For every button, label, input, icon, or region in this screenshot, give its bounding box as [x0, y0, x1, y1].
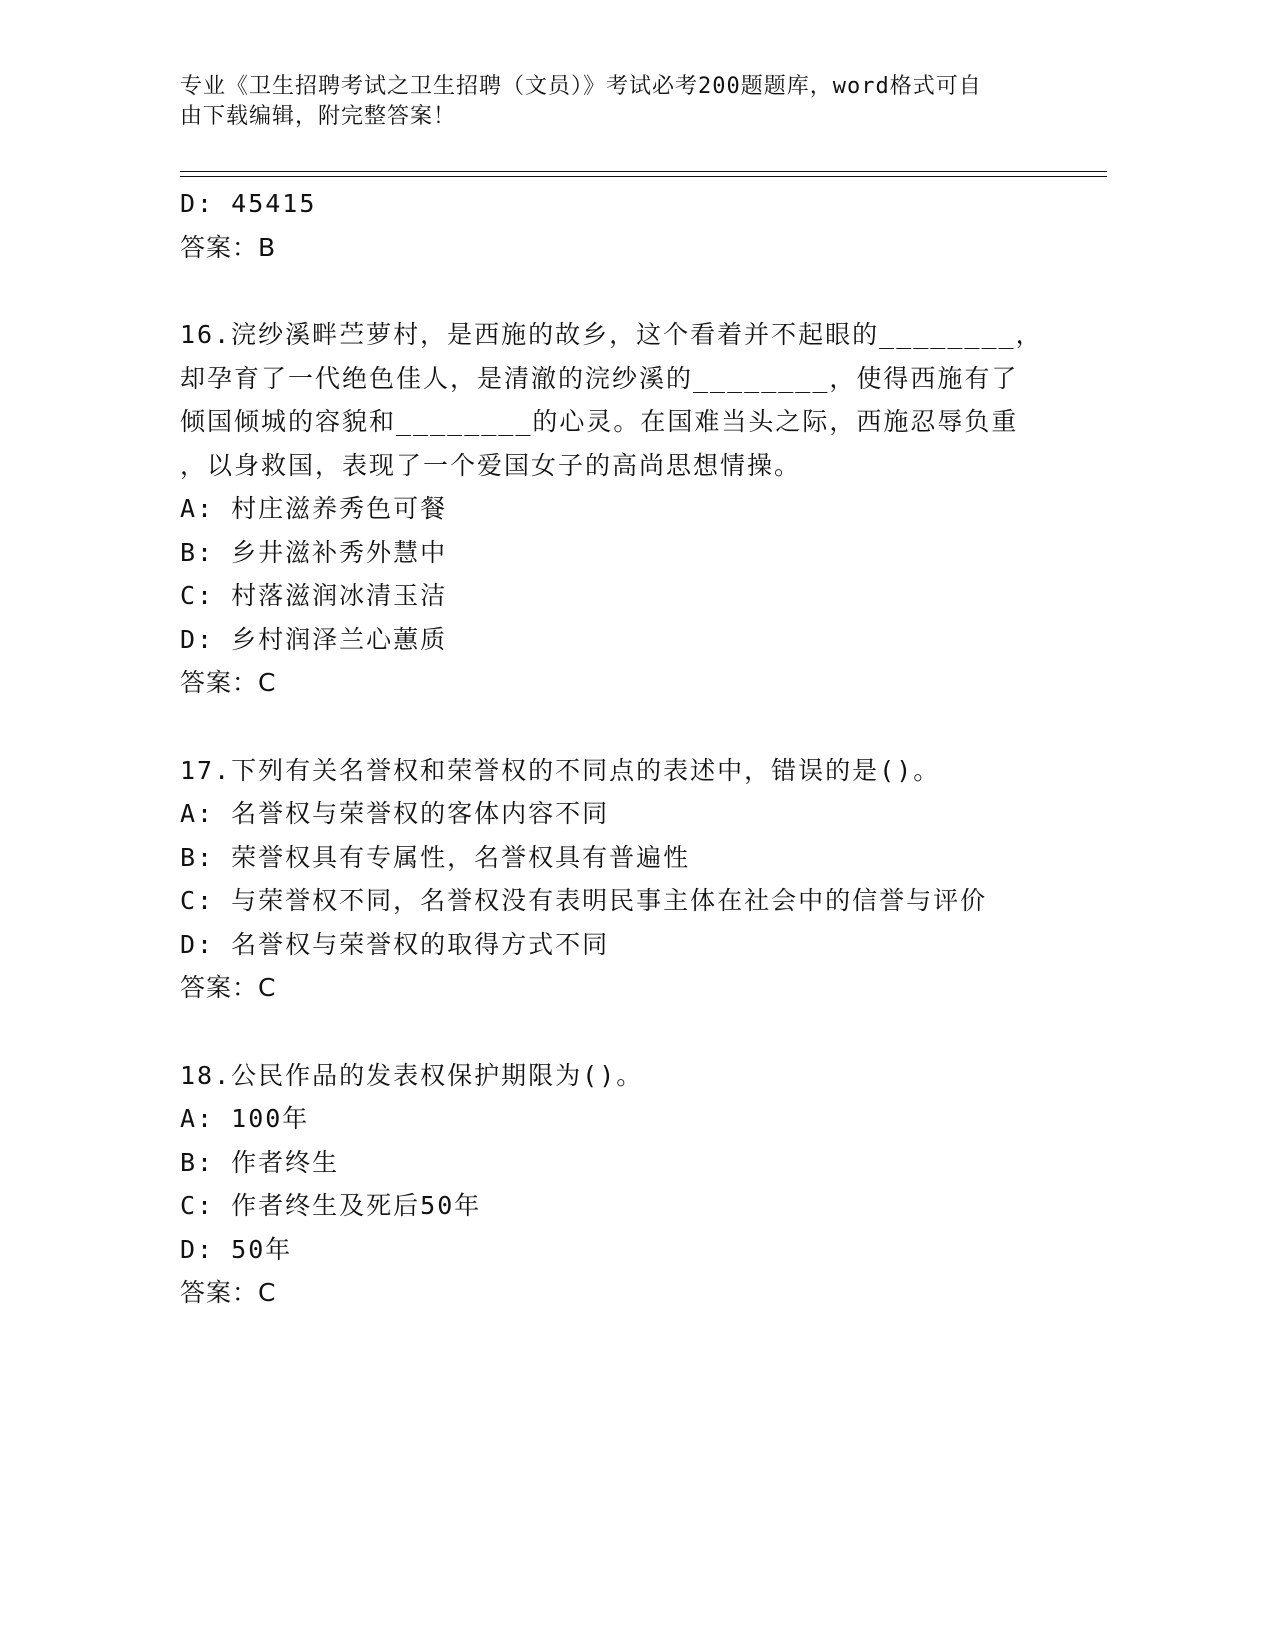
option-b: B: 荣誉权具有专属性，名誉权具有普遍性: [180, 842, 691, 872]
page-header: [180, 72, 1040, 132]
option-b: B: 乡井滋补秀外慧中: [180, 537, 448, 567]
question-18: [180, 1054, 1040, 1315]
option-c: C: 与荣誉权不同，名誉权没有表明民事主体在社会中的信誉与评价: [180, 886, 988, 915]
option-c: C: 村落滋润冰清玉洁: [180, 581, 448, 610]
option-c: C: 作者终生及死后50年: [180, 1191, 482, 1220]
option-d: D: 名誉权与荣誉权的取得方式不同: [180, 929, 610, 959]
question-stem-line: ，以身救国，表现了一个爱国女子的高尚思想情操。: [180, 450, 802, 480]
option-a: A: 100年: [180, 1104, 310, 1133]
spacer: [180, 1010, 1040, 1054]
spacer: [180, 705, 1040, 749]
answer-line: 答案：C: [180, 1278, 277, 1307]
header-line-2: 由下载编辑，附完整答案！: [180, 104, 457, 129]
question-content: [180, 182, 1043, 1315]
answer-line: 答案：C: [180, 668, 277, 697]
previous-question-tail: [180, 182, 1040, 269]
option-d: D: 45415: [180, 189, 317, 218]
question-stem-line: 倾国倾城的容貌和________的心灵。在国难当头之际，西施忍辱负重: [180, 407, 1019, 436]
question-stem: 18.公民作品的发表权保护期限为()。: [180, 1060, 644, 1090]
question-stem: 17.下列有关名誉权和荣誉权的不同点的表述中，错误的是()。: [180, 755, 941, 785]
option-b: B: 作者终生: [180, 1147, 340, 1177]
answer-line: 答案：C: [180, 973, 277, 1002]
answer-line: 答案：B: [180, 232, 277, 262]
header-divider-top: [180, 171, 1107, 172]
question-17: [180, 749, 1040, 1010]
option-a: A: 名誉权与荣誉权的客体内容不同: [180, 799, 610, 828]
option-d: D: 50年: [180, 1234, 293, 1264]
question-stem-line: 16.浣纱溪畔苎萝村，是西施的故乡，这个看着并不起眼的________，: [180, 320, 1043, 349]
header-divider-bottom: [180, 176, 1107, 177]
option-a: A: 村庄滋养秀色可餐: [180, 494, 448, 523]
spacer: [180, 269, 1040, 313]
option-d: D: 乡村润泽兰心蕙质: [180, 624, 448, 654]
question-16: [180, 313, 1043, 705]
header-line-1: 专业《卫生招聘考试之卫生招聘（文员）》考试必考200题题库，word格式可自: [180, 74, 982, 99]
question-stem-line: 却孕育了一代绝色佳人，是清澈的浣纱溪的________，使得西施有了: [180, 363, 1019, 393]
